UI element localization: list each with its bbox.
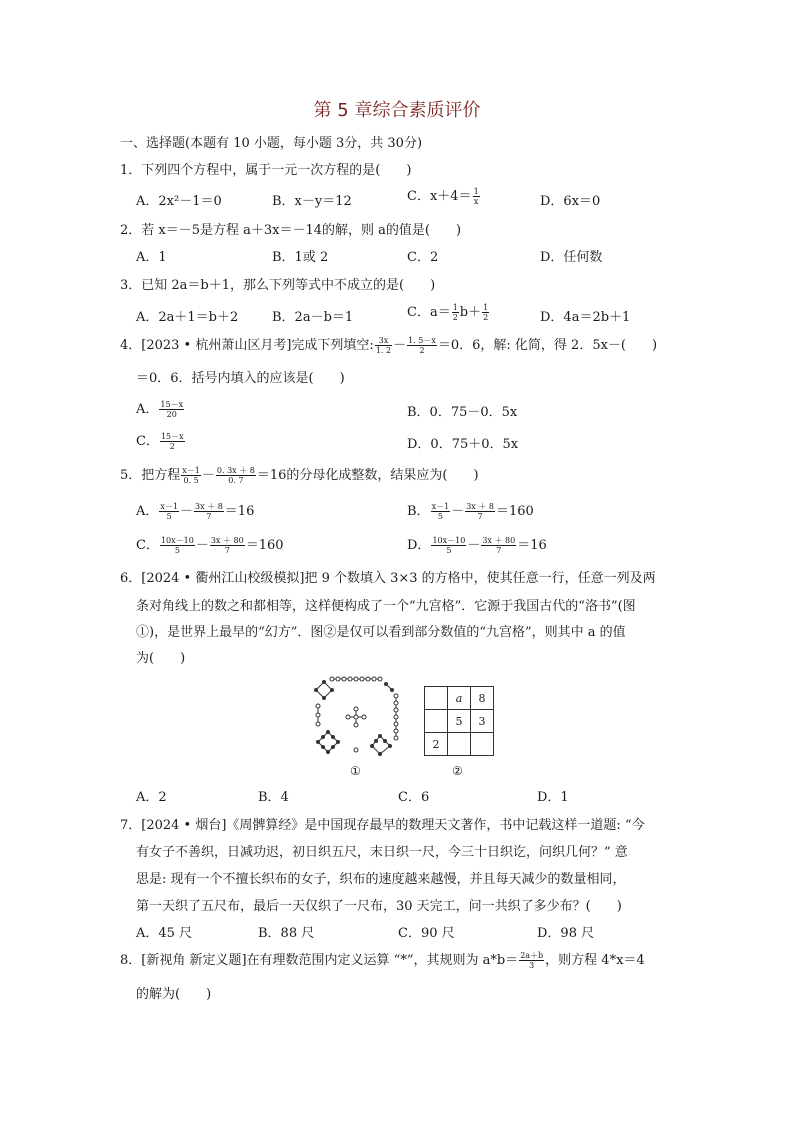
q3-option-a: A．2a＋1＝b＋2	[136, 310, 239, 325]
q7-option-d: D．98 尺	[537, 926, 595, 941]
q8-stem: 8．[新视角 新定义题]在有理数范围内定义运算 “*”，其规则为 a*b＝ $\frac{2a+b}{3}$ ，则方程 4*x＝4	[120, 951, 645, 970]
q6-option-a: A．2	[136, 790, 167, 805]
q3-stem: 3．已知 2a＝b＋1，那么下列等式中不成立的是( )	[120, 278, 436, 293]
q4-option-a: A． $\frac{15-x}{20}$	[136, 400, 184, 419]
q1-option-b: B．x－y＝12	[272, 194, 352, 209]
q4-stem-line2: ＝0．6．括号内填入的应该是( )	[136, 371, 345, 386]
grid-cell	[425, 710, 448, 733]
q5-stem: 5．把方程 $\frac{x-1}{0. 5}$ － $\frac{0. 3x + 8}{0. 7}$ ＝16的分母化成整数，结果应为( )	[120, 466, 479, 485]
q4-stem: 4．[2023 • 杭州萧山区月考]完成下列填空: $\frac{3x}{1. 2}$ － $\frac{1. 5-x}{2}$ ＝0．6，解: 化简，得 2．5x－( )	[120, 336, 658, 355]
q2-option-a: A．1	[136, 250, 167, 265]
q5-option-c: C． $\frac{10x-10}{5}$ － $\frac{3x + 80}{7}$ ＝160	[136, 536, 284, 555]
q7-line1: 7．[2024 • 烟台]《周髀算经》是中国现存最早的数理天文著作，书中记载这样一道题: “今	[120, 818, 645, 833]
grid-cell	[425, 687, 448, 710]
q7-line3: 思是: 现有一个不擅长织布的女子，织布的速度越来越慢，并且每天减少的数量相同，	[136, 872, 626, 887]
q2-option-b: B．1或 2	[272, 250, 329, 265]
grid-cell	[471, 733, 494, 756]
q1-option-c: C．x＋4＝ $\frac{1}{x}$	[407, 187, 479, 206]
q8-stem-line2: 的解为( )	[136, 987, 212, 1002]
q7-option-b: B．88 尺	[258, 926, 315, 941]
section-heading: 一、选择题(本题有 10 小题，每小题 3分，共 30分)	[120, 136, 423, 151]
q2-option-c: C．2	[407, 250, 439, 265]
q6-option-c: C．6	[398, 790, 430, 805]
figure1-label: ①	[350, 764, 361, 778]
q1-option-a: A．2x²－1＝0	[136, 194, 222, 209]
q2-option-d: D．任何数	[540, 250, 603, 265]
q3-option-b: B．2a－b＝1	[272, 310, 354, 325]
q6-option-d: D．1	[537, 790, 569, 805]
nine-grid	[424, 686, 494, 756]
q7-option-a: A．45 尺	[136, 926, 193, 941]
grid-cell: 8	[471, 687, 494, 710]
q6-option-b: B．4	[258, 790, 289, 805]
grid-cell: 3	[471, 710, 494, 733]
q1-stem: 1．下列四个方程中，属于一元一次方程的是( )	[120, 163, 412, 178]
q3-option-d: D．4a＝2b＋1	[540, 310, 631, 325]
grid-cell: 2	[425, 733, 448, 756]
q4-option-c: C． $\frac{15-x}{2}$	[136, 432, 184, 451]
q6-line3: ①)，是世界上最早的“幻方”．图②是仅可以看到部分数值的“九宫格”，则其中 a 的值	[136, 625, 626, 640]
grid-cell: 5	[448, 710, 471, 733]
q2-stem: 2．若 x＝－5是方程 a＋3x＝－14的解，则 a的值是( )	[120, 223, 462, 238]
q6-line4: 为( )	[136, 651, 186, 666]
q7-line2: 有女子不善织，日减功迟，初日织五尺，末日织一尺，今三十日织讫，问织几何？” 意	[136, 845, 628, 860]
q6-line2: 条对角线上的数之和都相等，这样便构成了一个“九宫格”．它源于我国古代的“洛书”(图	[136, 599, 636, 614]
q4-option-b: B．0．75－0．5x	[407, 405, 518, 420]
q5-option-d: D． $\frac{10x-10}{5}$ － $\frac{3x + 80}{7}$ ＝16	[407, 536, 547, 555]
grid-cell	[448, 733, 471, 756]
q5-option-b: B． $\frac{x-1}{5}$ － $\frac{3x + 8}{7}$ ＝160	[407, 502, 534, 521]
q7-line4: 第一天织了五尺布，最后一天仅织了一尺布，30 天完工，问一共织了多少布？( )	[136, 899, 622, 914]
q7-option-c: C．90 尺	[398, 926, 455, 941]
q1-option-d: D．6x＝0	[540, 194, 601, 209]
page-title: 第 5 章综合素质评价	[313, 100, 481, 121]
grid-cell: a	[448, 687, 471, 710]
q3-option-c: C．a＝ $\frac{1}{2}$ b＋ $\frac{1}{2}$	[407, 303, 489, 322]
q5-option-a: A． $\frac{x-1}{5}$ － $\frac{3x + 8}{7}$ ＝16	[136, 502, 255, 521]
luoshu-figure	[300, 674, 416, 764]
q6-line1: 6．[2024 • 衢州江山校级模拟]把 9 个数填入 3×3 的方格中，使其任意一行，任意一列及两	[120, 571, 656, 586]
figure2-label: ②	[452, 764, 463, 778]
q4-option-d: D．0．75＋0．5x	[407, 437, 519, 452]
